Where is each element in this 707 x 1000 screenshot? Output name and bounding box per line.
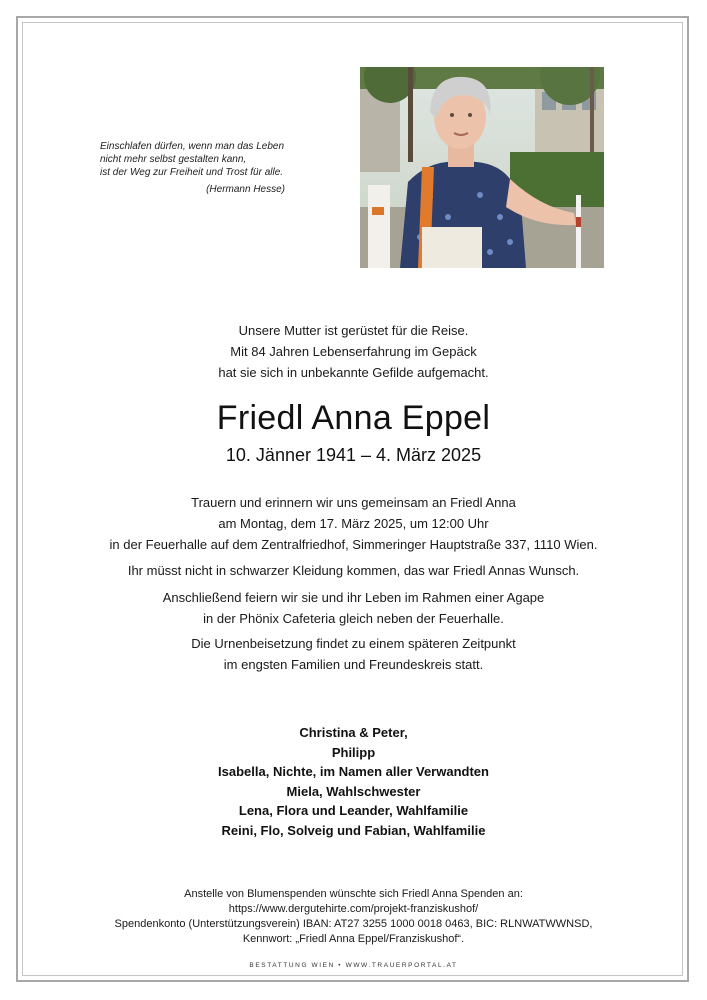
service-line: in der Feuerhalle auf dem Zentralfriedhof, Simmeringer Hauptstraße 337, 1110 Wien.	[109, 537, 598, 552]
donation-line: Anstelle von Blumenspenden wünschte sich Friedl Anna Spenden an:	[184, 888, 523, 900]
mourner-line: Miela, Wahlschwester	[286, 783, 421, 799]
donation-link[interactable]: https://www.dergutehirte.com/projekt-franziskushof/	[228, 903, 479, 915]
donation-line: Kennwort: „Friedl Anna Eppel/Franziskushof“.	[242, 933, 465, 945]
mourners-list	[0, 723, 707, 840]
intro-line: Mit 84 Jahren Lebenserfahrung im Gepäck	[230, 344, 477, 359]
urn-line: Die Urnenbeisetzung findet zu einem späteren Zeitpunkt	[191, 636, 516, 651]
urn-line: im engsten Familien und Freundeskreis statt.	[223, 657, 484, 672]
quote-line: Einschlafen dürfen, wenn man das Leben	[100, 141, 285, 152]
service-details	[0, 492, 707, 555]
service-line: Trauern und erinnern wir uns gemeinsam an Friedl Anna	[191, 495, 516, 510]
agape-line: Anschließend feiern wir sie und ihr Leben im Rahmen einer Agape	[162, 590, 545, 605]
life-dates: 10. Jänner 1941 – 4. März 2025	[225, 445, 482, 465]
mourner-line: Philipp	[331, 744, 376, 760]
quote-line: ist der Weg zur Freiheit und Trost für alle.	[100, 167, 284, 178]
intro-line: Unsere Mutter ist gerüstet für die Reise.	[238, 323, 469, 338]
quote-line: nicht mehr selbst gestalten kann,	[100, 154, 247, 165]
service-line: am Montag, dem 17. März 2025, um 12:00 Uhr	[218, 516, 489, 531]
donation-info	[0, 887, 707, 947]
intro-line: hat sie sich in unbekannte Gefilde aufgemacht.	[218, 365, 489, 380]
quote-author: (Hermann Hesse)	[206, 184, 285, 195]
portrait-illustration	[360, 67, 604, 268]
agape-note	[0, 587, 707, 629]
dress-note: Ihr müsst nicht in schwarzer Kleidung kommen, das war Friedl Annas Wunsch.	[127, 563, 580, 578]
donation-line: Spendenkonto (Unterstützungsverein) IBAN: AT27 3255 1000 0018 0463, BIC: RLNWATWWNSD,	[114, 918, 593, 930]
footer-publisher: BESTATTUNG WIEN • WWW.TRAUERPORTAL.AT	[249, 962, 458, 969]
deceased-name: Friedl Anna Eppel	[216, 399, 491, 437]
mourner-line: Lena, Flora und Leander, Wahlfamilie	[238, 803, 469, 818]
hesse-quote	[100, 140, 300, 196]
portrait-photo	[360, 67, 604, 268]
intro-text	[0, 320, 707, 383]
agape-line: in der Phönix Cafeteria gleich neben der Feuerhalle.	[203, 611, 504, 626]
mourner-line: Reini, Flo, Solveig und Fabian, Wahlfamilie	[221, 822, 486, 838]
mourner-line: Christina & Peter,	[299, 725, 408, 740]
urn-note	[0, 633, 707, 675]
mourner-line: Isabella, Nichte, im Namen aller Verwandten	[218, 764, 489, 779]
